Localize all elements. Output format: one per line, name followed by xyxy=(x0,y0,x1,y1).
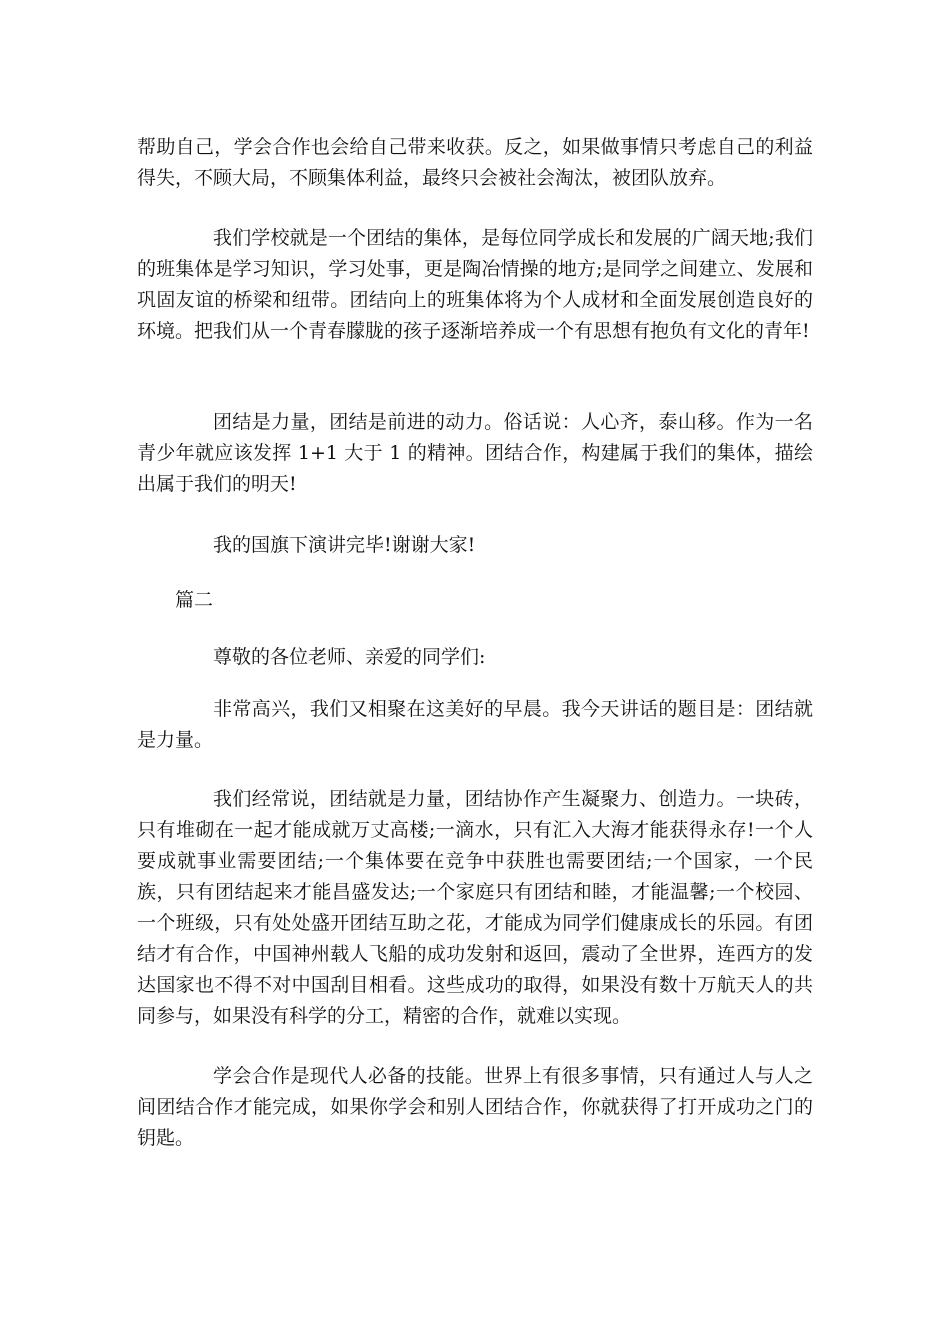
salutation: 尊敬的各位老师、亲爱的同学们: xyxy=(213,646,486,668)
paragraph-opening: 非常高兴，我们又相聚在这美好的早晨。我今天讲话的题目是：团结就是力量。 xyxy=(137,698,813,751)
paragraph-cooperation-skill: 学会合作是现代人必备的技能。世界上有很多事情，只有通过人与人之间团结合作才能完成，如果你学会和别人团结合作，你就获得了打开成功之门的钥匙。 xyxy=(137,1065,813,1149)
paragraph-closing: 我的国旗下演讲完毕!谢谢大家! xyxy=(213,534,476,556)
section-heading: 篇二 xyxy=(175,589,214,611)
paragraph-continuation: 帮助自己，学会合作也会给自己带来收获。反之，如果做事情只考虑自己的利益得失，不顾大局，不顾集体利益，最终只会被社会淘汰，被团队放弃。 xyxy=(137,136,813,189)
paragraph-unity-examples: 我们经常说，团结就是力量，团结协作产生凝聚力、创造力。一块砖，只有堆砌在一起才能成就万丈高楼;一滴水，只有汇入大海才能获得永存!一个人要成就事业需要团结;一个集体要在竞争中获胜也需要团结;一个国家，一个民族，只有团结起来才能昌盛发达;一个家庭只有团结和睦，才能温馨;一个校园、一个班级，只有处处盛开团结互助之花，才能成为同学们健康成长的乐园。有团结才有合作，中国神州载人飞船的成功发射和返回，震动了全世界，连西方的发达国家也不得不对中国刮目相看。这些成功的取得，如果没有数十万航天人的共同参与，如果没有科学的分工，精密的合作，就难以实现。 xyxy=(137,788,813,1027)
paragraph-unity-strength: 团结是力量，团结是前进的动力。俗话说：人心齐，泰山移。作为一名青少年就应该发挥 1+1 大于 1 的精神。团结合作，构建属于我们的集体，描绘出属于我们的明天! xyxy=(137,411,813,495)
paragraph-school-collective: 我们学校就是一个团结的集体，是每位同学成长和发展的广阔天地;我们的班集体是学习知识，学习处事，更是陶冶情操的地方;是同学之间建立、发展和巩固友谊的桥梁和纽带。团结向上的班集体将为个人成材和全面发展创造良好的环境。把我们从一个青春朦胧的孩子逐渐培养成一个有思想有抱负有文化的青年! xyxy=(137,227,813,342)
